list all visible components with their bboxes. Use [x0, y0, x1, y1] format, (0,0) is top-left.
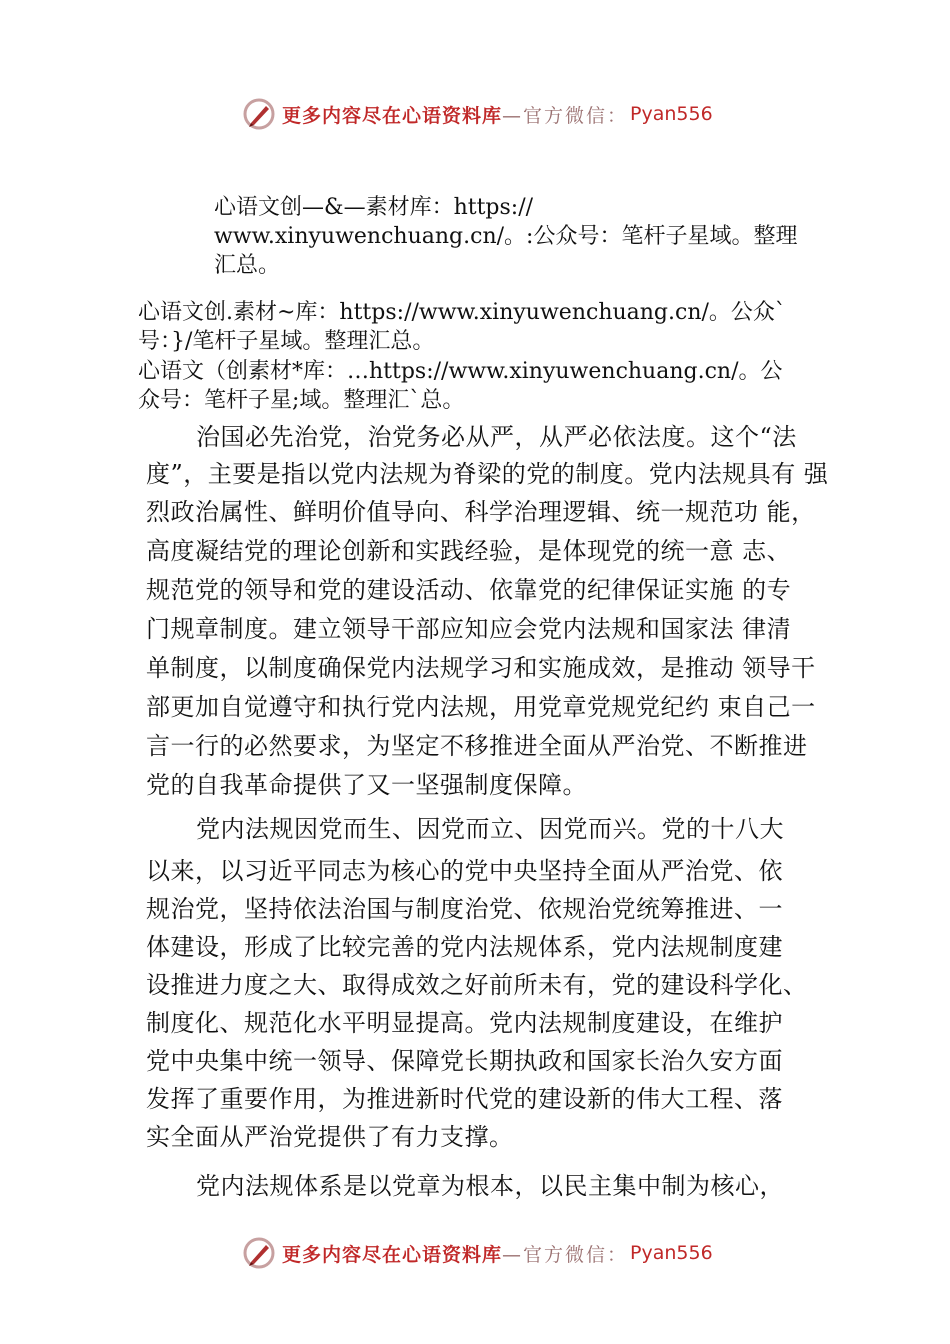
text-line: 烈政治属性、鲜明价值导向、科学治理逻辑、统一规范功 能，	[146, 498, 816, 526]
watermark-line: 心语文创—&—素材库：https://	[214, 195, 534, 220]
text-line: 单制度，以制度确保党内法规学习和实施成效，是推动 领导干	[146, 654, 816, 682]
text-line: 党内法规体系是以党章为根本，以民主集中制为核心，	[196, 1172, 784, 1200]
text-line: 门规章制度。建立领导干部应知应会党内法规和国家法 律清	[146, 615, 792, 643]
text-line: 治国必先治党，治党务必从严，从严必依法度。这个“法	[196, 423, 797, 451]
header-banner	[242, 94, 762, 134]
banner-title: 更多内容尽在心语资料库	[282, 1243, 503, 1266]
text-line: 体建设，形成了比较完善的党内法规体系，党内法规制度建	[146, 933, 783, 961]
watermark-line: 心语文（创素材*库：…https://www.xinyuwenchuang.cn/。公	[138, 359, 783, 384]
watermark-line: www.xinyuwenchuang.cn/。:公众号：笔杆子星域。整理	[214, 224, 798, 249]
text-line: 党内法规因党而生、因党而立、因党而兴。党的十八大	[196, 815, 784, 843]
banner-title: 更多内容尽在心语资料库	[282, 104, 503, 127]
text-line: 制度化、规范化水平明显提高。党内法规制度建设，在维护	[146, 1009, 783, 1037]
banner-dash: —官方微信：	[502, 1243, 629, 1266]
text-line: 规范党的领导和党的建设活动、依靠党的纪律保证实施 的专	[146, 576, 792, 604]
text-line: 党中央集中统一领导、保障党长期执政和国家长治久安方面	[146, 1047, 783, 1075]
text-line: 部更加自觉遵守和执行党内法规，用党章党规党纪约 束自己一	[146, 693, 816, 721]
text-line: 言一行的必然要求，为坚定不移推进全面从严治党、不断推进	[146, 732, 808, 760]
watermark-line: 汇总。	[214, 253, 281, 278]
text-line: 规治党，坚持依法治国与制度治党、依规治党统筹推进、一	[146, 895, 783, 923]
text-line: 发挥了重要作用，为推进新时代党的建设新的伟大工程、落	[146, 1085, 783, 1113]
watermark-line: 心语文创.素材~库：https://www.xinyuwenchuang.cn/。公众`	[138, 300, 786, 325]
pen-logo-icon	[242, 1236, 276, 1270]
text-line: 实全面从严治党提供了有力支撑。	[146, 1123, 514, 1151]
text-line: 设推进力度之大、取得成效之好前所未有，党的建设科学化、	[146, 971, 808, 999]
banner-wechat-id: Pyan556	[630, 1242, 713, 1264]
text-line: 高度凝结党的理论创新和实践经验，是体现党的统一意 志、	[146, 537, 792, 565]
watermark-line: 众号：笔杆子星;域。整理汇`总。	[138, 388, 465, 413]
text-line: 以来，以习近平同志为核心的党中央坚持全面从严治党、依	[146, 857, 783, 885]
banner-dash: —官方微信：	[502, 104, 629, 127]
footer-banner	[242, 1233, 762, 1273]
banner-wechat-id: Pyan556	[630, 103, 713, 125]
pen-logo-icon	[242, 97, 276, 131]
text-line: 党的自我革命提供了又一坚强制度保障。	[146, 771, 587, 799]
watermark-line: 号：}/笔杆子星域。整理汇总。	[138, 329, 435, 354]
text-line: 度”，主要是指以党内法规为脊梁的党的制度。党内法规具有 强	[146, 460, 829, 488]
